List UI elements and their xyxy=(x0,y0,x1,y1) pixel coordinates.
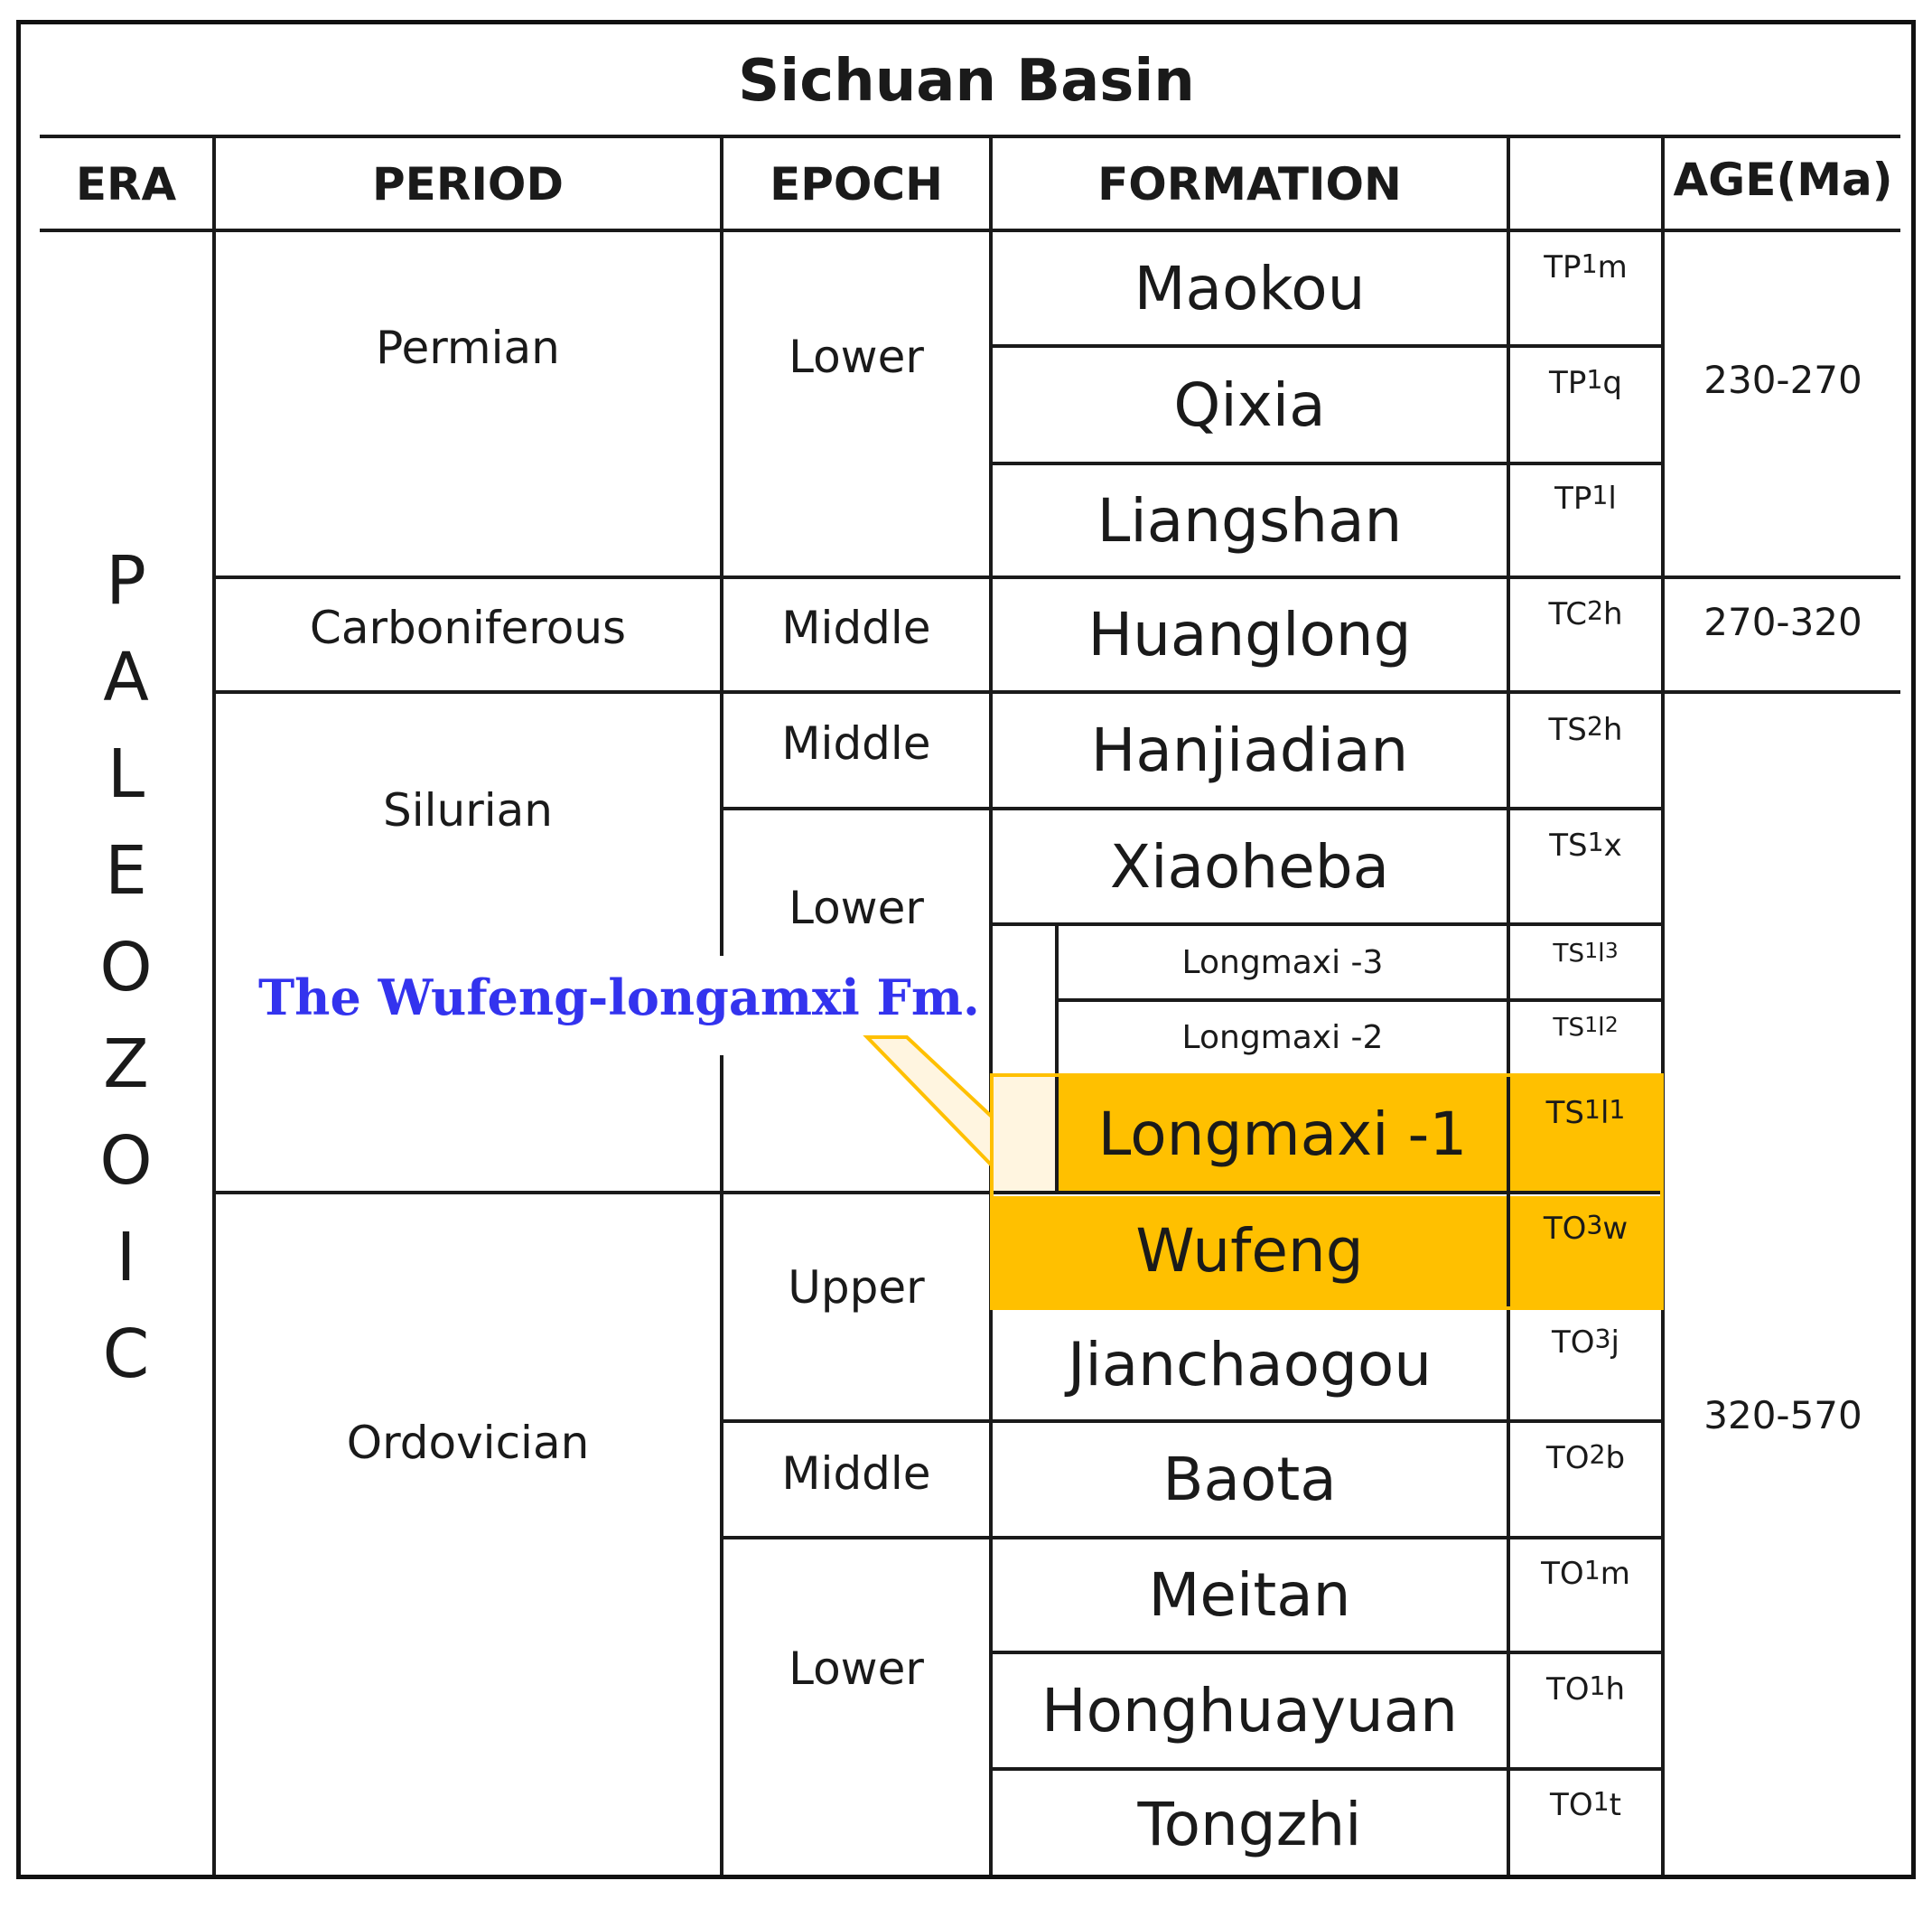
formation-longmaxi-3: Longmaxi -3 xyxy=(1181,943,1384,981)
code-tongzhi: TO 1 t xyxy=(1550,1787,1621,1823)
header-top-line xyxy=(40,135,1900,138)
formation-jianchaogou: Jianchaogou xyxy=(1067,1330,1433,1399)
header-bottom-line xyxy=(40,229,1900,232)
epoch-ordovician-upper: Upper xyxy=(788,1261,925,1314)
code-honghuayuan: TO 1 h xyxy=(1545,1671,1626,1708)
period-permian: Permian xyxy=(376,322,560,374)
code-liangshan: TP 1 l xyxy=(1554,481,1617,517)
formation-baota: Baota xyxy=(1162,1445,1337,1514)
header-era: ERA xyxy=(75,158,177,211)
era-letter: E xyxy=(105,832,147,910)
formation-maokou: Maokou xyxy=(1134,253,1366,323)
formation-meitan: Meitan xyxy=(1148,1560,1351,1630)
header-age: AGE(Ma) xyxy=(1673,154,1893,206)
age-permian: 230-270 xyxy=(1703,357,1862,402)
age-silurian-ordovician: 320-570 xyxy=(1703,1392,1862,1437)
code-baota: TO 2 b xyxy=(1545,1440,1626,1476)
code-maokou: TP 1 m xyxy=(1544,249,1628,285)
header-formation: FORMATION xyxy=(1097,158,1402,211)
epoch-ordovician-middle: Middle xyxy=(781,1447,931,1500)
code-xiaoheba: TS 1 x xyxy=(1549,828,1622,864)
header-period: PERIOD xyxy=(372,158,564,211)
epoch-silurian-middle: Middle xyxy=(781,717,931,770)
code-huanglong: TC 2 h xyxy=(1548,596,1623,632)
code-longmaxi-3: TS 1 l 3 xyxy=(1553,938,1619,968)
period-silurian: Silurian xyxy=(383,784,553,837)
formation-hanjiadian: Hanjiadian xyxy=(1090,716,1409,785)
epoch-permian-lower: Lower xyxy=(789,331,924,383)
era-letter: P xyxy=(106,542,146,620)
formation-tongzhi: Tongzhi xyxy=(1137,1789,1362,1859)
period-ordovician: Ordovician xyxy=(346,1417,590,1469)
table-title: Sichuan Basin xyxy=(738,48,1195,115)
formation-huanglong: Huanglong xyxy=(1087,600,1412,669)
era-letter: O xyxy=(99,1122,153,1200)
formation-honghuayuan: Honghuayuan xyxy=(1041,1676,1458,1745)
formation-xiaoheba: Xiaoheba xyxy=(1109,831,1390,902)
era-letter: L xyxy=(107,735,145,813)
formation-longmaxi-1: Longmaxi -1 xyxy=(1097,1099,1468,1169)
era-letter: C xyxy=(102,1315,150,1393)
code-hanjiadian: TS 2 h xyxy=(1548,712,1623,748)
era-paleozoic xyxy=(40,533,212,1403)
formation-qixia: Qixia xyxy=(1173,370,1326,440)
epoch-silurian-lower: Lower xyxy=(789,882,924,934)
era-letter: O xyxy=(99,929,153,1006)
code-qixia: TP 1 q xyxy=(1549,365,1622,401)
header-epoch: EPOCH xyxy=(770,158,943,211)
era-letter: Z xyxy=(103,1025,149,1103)
code-jianchaogou: TO 3 j xyxy=(1551,1324,1619,1361)
column-line xyxy=(212,136,216,1875)
era-letter: A xyxy=(103,639,149,716)
formation-liangshan: Liangshan xyxy=(1097,485,1403,556)
period-carboniferous: Carboniferous xyxy=(309,602,627,654)
epoch-ordovician-lower: Lower xyxy=(789,1642,924,1695)
header-code xyxy=(1510,140,1661,229)
formation-longmaxi-2: Longmaxi -2 xyxy=(1181,1019,1384,1056)
code-longmaxi-2: TS 1 l 2 xyxy=(1553,1012,1619,1042)
epoch-carboniferous-middle: Middle xyxy=(781,602,931,654)
callout-label: The Wufeng-longamxi Fm. xyxy=(258,969,980,1026)
code-wufeng: TO 3 w xyxy=(1543,1211,1629,1247)
age-carboniferous: 270-320 xyxy=(1703,599,1862,644)
formation-wufeng: Wufeng xyxy=(1135,1215,1364,1286)
era-letter: I xyxy=(116,1219,136,1296)
code-longmaxi-1: TS 1 l 1 xyxy=(1545,1095,1626,1131)
code-meitan: TO 1 m xyxy=(1541,1556,1630,1592)
